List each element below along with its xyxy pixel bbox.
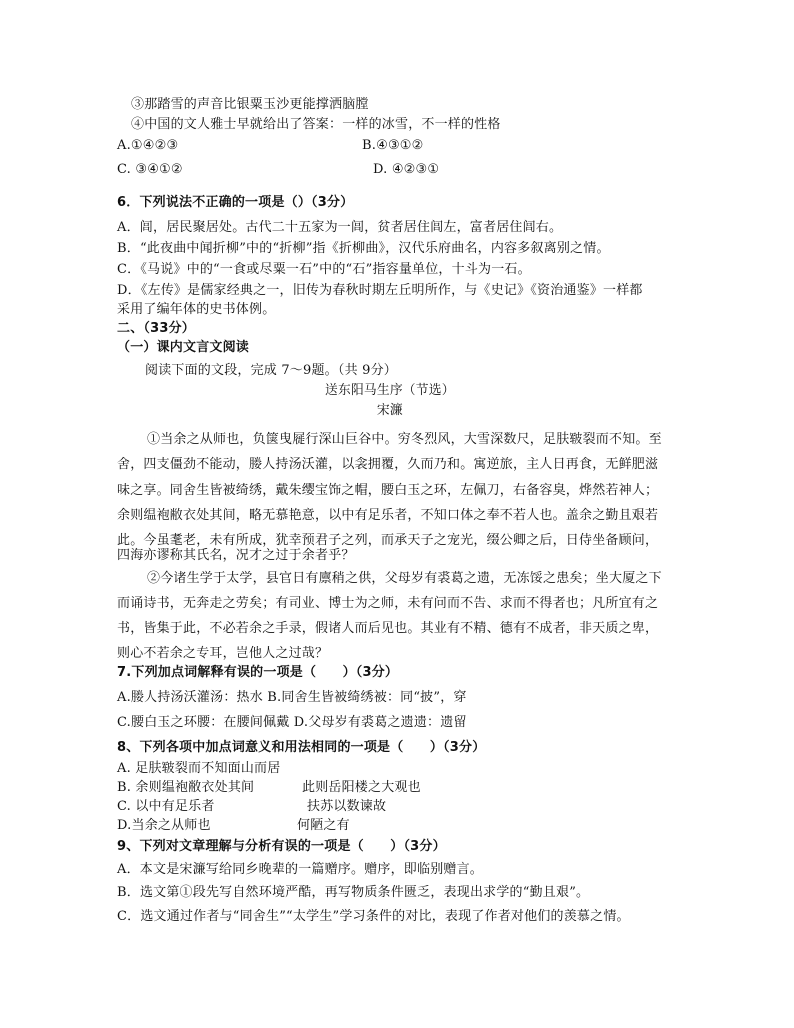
q6-option-a: A．闾，居民聚居处。古代二十五家为一闾，贫者居住闾左，富者居住闾右。 [117, 220, 563, 235]
statement-3: ③那踏雪的声音比银粟玉沙更能撑洒脑膛 [131, 97, 369, 112]
option-a: A.①④②③ [117, 138, 179, 153]
passage-line: 书，皆集于此，不必若余之手录，假诸人而后见也。其业有不精、德有不成者，非天质之卑， [117, 621, 659, 636]
q6-option-d: D．《左传》是儒家经典之一，旧传为春秋时期左丘明所作，与《史记》《资治通鉴》一样都 [117, 283, 643, 298]
passage-line: 味之享。同舍生皆被绮绣，戴朱缨宝饰之帽，腰白玉之环，左佩刀，右备容臭，烨然若神人； [117, 483, 659, 498]
q8-option-d-compare: 何陋之有 [297, 818, 350, 833]
passage-line: 舍，四支僵劲不能动，媵人持汤沃灌，以衾拥覆，久而乃和。寓逆旅，主人日再食，无鲜肥滋 [117, 457, 659, 472]
q6-option-b: B．“此夜曲中闻折柳”中的“折柳”指《折柳曲》，汉代乐府曲名，内容多叙离别之情。 [117, 241, 610, 256]
q8-option-b-compare: 此则岳阳楼之大观也 [302, 780, 421, 795]
q8-option-b: B. 余则缊袍敝衣处其间 [117, 780, 255, 795]
q6-stem: 6．下列说法不正确的一项是（）（3分） [117, 195, 354, 210]
reading-instruction: 阅读下面的文段，完成 7～9题。（共 9分） [145, 363, 397, 378]
passage-line: 而诵诗书，无奔走之劳矣；有司业、博士为之师，未有问而不告、求而不得者也；凡所宜有之 [117, 596, 659, 611]
q7-stem: 7.下列加点词解释有误的一项是（ ）（3分） [117, 665, 399, 680]
q8-option-c: C. 以中有足乐者 [117, 799, 215, 814]
q9-stem: 9、下列对文章理解与分析有误的一项是（ ）（3分） [117, 839, 446, 854]
q8-option-a: A. 足肤皲裂而不知面山而居 [117, 761, 281, 776]
option-c: C. ③④①② [117, 162, 183, 177]
q7-options-cd: C.腰白玉之环腰：在腰间佩戴 D.父母岁有裘葛之遗遗：遗留 [117, 715, 467, 730]
option-d: D. ④②③① [373, 162, 440, 177]
option-b: B.④③①② [362, 138, 424, 153]
section-title: 二、（33分） [117, 321, 195, 336]
q9-option-a: A．本文是宋濂写给同乡晚辈的一篇赠序。赠序，即临别赠言。 [117, 862, 483, 877]
q8-option-d: D.当余之从师也 [117, 818, 211, 833]
statement-4: ④中国的文人雅士早就给出了答案：一样的冰雪，不一样的性格 [131, 117, 501, 132]
q6-option-c: C．《马说》中的“一食或尽粟一石”中的“石”指容量单位，十斗为一石。 [117, 262, 531, 277]
passage-line: 则心不若余之专耳，岂他人之过哉？ [117, 646, 329, 661]
q6-option-d-cont: 采用了编年体的史书体例。 [117, 302, 276, 317]
q8-stem: 8、下列各项中加点词意义和用法相同的一项是（ ）（3分） [117, 740, 486, 755]
q7-options-ab: A.媵人持汤沃灌汤：热水 B.同舍生皆被绮绣被：同“披”，穿 [117, 690, 467, 705]
q8-option-c-compare: 扶苏以数谏故 [307, 799, 387, 814]
section-subtitle: （一）课内文言文阅读 [117, 340, 250, 355]
passage-line: 四海亦谬称其氏名，况才之过于余者乎？ [117, 548, 355, 563]
passage-title: 送东阳马生序（节选） [325, 383, 455, 398]
passage-line: 此。今虽耄老，未有所成，犹幸预君子之列，而承天子之宠光，缀公卿之后，日侍坐备顾问， [117, 533, 659, 548]
q9-option-c: C．选文通过作者与“同舍生”“太学生”学习条件的对比，表现了作者对他们的羡慕之情。 [117, 909, 630, 924]
passage-author: 宋濂 [376, 403, 403, 418]
q9-option-b: B．选文第①段先写自然环境严酷，再写物质条件匮乏，表现出求学的“勤且艰”。 [117, 885, 590, 900]
passage-line: ①当余之从师也，负箧曳屣行深山巨谷中。穷冬烈风，大雪深数尺，足肤皲裂而不知。至 [147, 432, 662, 447]
passage-line: 余则缊袍敝衣处其间，略无慕艳意，以中有足乐者，不知口体之奉不若人也。盖余之勤且艰若 [117, 508, 659, 523]
passage-line: ②今诸生学于太学，县官日有廪稍之供，父母岁有裘葛之遗，无冻馁之患矣；坐大厦之下 [147, 571, 662, 586]
